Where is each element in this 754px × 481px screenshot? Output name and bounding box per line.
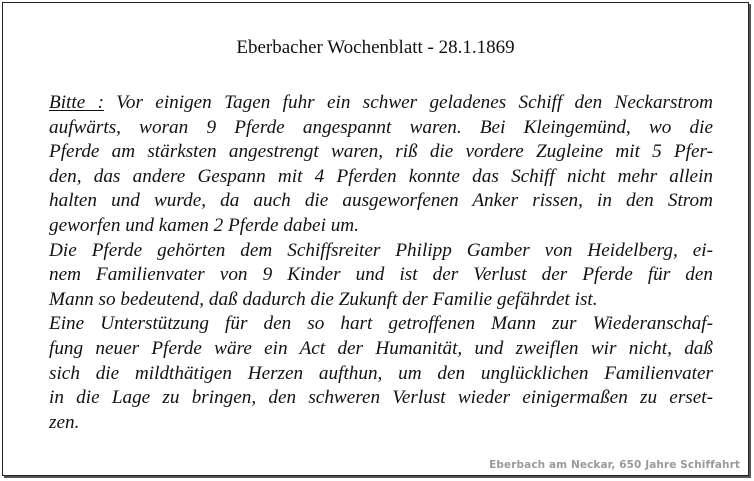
article-body: [49, 91, 713, 435]
article-line-1: [49, 91, 713, 116]
article-line-7: Die Pferde gehörten dem Schiffsreiter Philipp Gamber von Heidelberg, ei-: [49, 239, 713, 261]
document-frame: [2, 2, 749, 476]
document-heading: Eberbacher Wochenblatt - 28.1.1869: [236, 37, 515, 58]
article-line-14: zen.: [49, 411, 80, 433]
article-line-6: geworfen und kamen 2 Pferde dabei um.: [49, 214, 359, 236]
article-line-5: halten und wurde, da auch die ausgeworfenen Anker rissen, in den Strom: [49, 190, 713, 212]
article-line-1-text: Vor einigen Tagen fuhr ein schwer geladenes Schiff den Neckarstrom: [103, 92, 714, 113]
article-line-13: in die Lage zu bringen, den schweren Verlust wieder einigermaßen zu erset-: [49, 387, 713, 409]
article-line-3: Pferde am stärksten angestrengt waren, riß die vordere Zugleine mit 5 Pfer-: [49, 141, 713, 163]
article-line-8: nem Familienvater von 9 Kinder und ist der Verlust der Pferde für den: [49, 264, 713, 286]
article-line-10: Eine Unterstützung für den so hart getroffenen Mann zur Wiederanschaf-: [49, 313, 713, 335]
article-line-12: sich die mildthätigen Herzen aufthun, um den unglücklichen Familienvater: [49, 362, 713, 384]
article-line-9: Mann so bedeutend, daß dadurch die Zukunft der Familie gefährdet ist.: [49, 288, 598, 310]
source-credit: Eberbach am Neckar, 650 Jahre Schiffahrt: [489, 459, 740, 471]
article-line-11: fung neuer Pferde wäre ein Act der Humanität, und zweiflen wir nicht, daß: [49, 337, 713, 359]
request-label: Bitte :: [49, 92, 104, 113]
article-line-2: aufwärts, woran 9 Pferde angespannt waren. Bei Kleingemünd, wo die: [49, 116, 713, 138]
article-line-4: den, das andere Gespann mit 4 Pferden konnte das Schiff nicht mehr allein: [49, 165, 713, 187]
